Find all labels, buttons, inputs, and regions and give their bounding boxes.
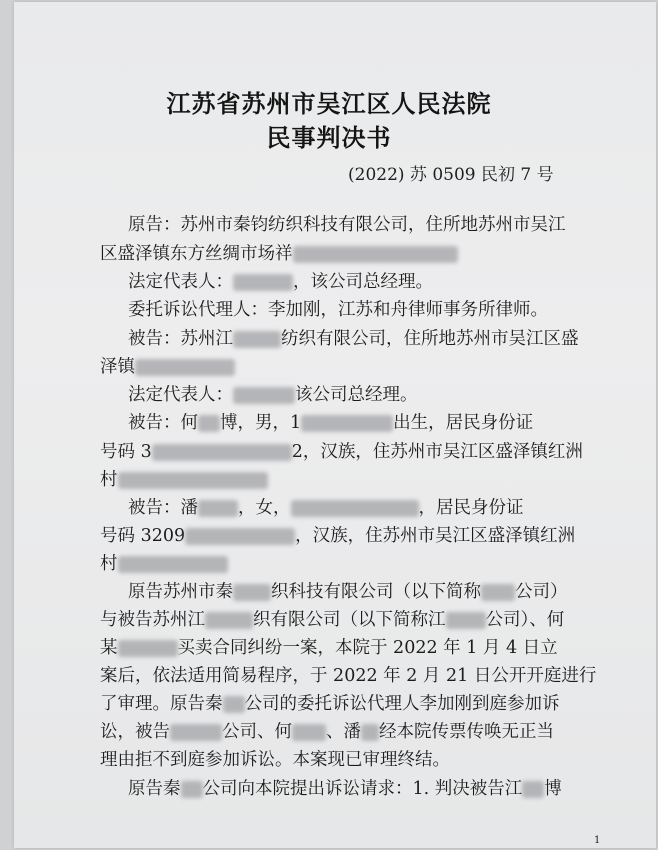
case-number: (2022) 苏 0509 民初 7 号 (348, 165, 554, 185)
text-line: 村 (100, 550, 228, 575)
text-line: 被告：潘 ，女， ，居民身份证 (128, 498, 524, 518)
text-line: 法定代表人： ，该公司总经理。 (128, 272, 433, 292)
redaction (446, 612, 486, 629)
text-line: 某 买卖合同纠纷一案，本院于 2022 年 1 月 4 日立 (100, 638, 558, 658)
redaction (185, 528, 295, 545)
text-line: 委托诉讼代理人：李加刚，江苏和舟律师事务所律师。 (128, 300, 548, 320)
document-type: 民事判决书 (266, 123, 392, 152)
redaction (233, 387, 295, 404)
redaction (198, 500, 238, 517)
redaction (118, 640, 178, 657)
redaction (292, 724, 326, 741)
redaction (233, 584, 271, 601)
court-name: 江苏省苏州市吴江区人民法院 (166, 89, 492, 118)
redaction (118, 556, 228, 573)
redaction (233, 331, 281, 348)
text-line: 与被告苏州江 织有限公司（以下简称江 公司）、何 (100, 610, 565, 630)
text-line: 村 (100, 466, 268, 491)
text-line: 案后，依法适用简易程序，于 2022 年 2 月 21 日公开开庭进行 (100, 666, 597, 686)
text-line: 了审理。原告秦 公司的委托诉讼代理人李加刚到庭参加诉 (100, 694, 560, 714)
text-line: 原告秦 公司向本院提出诉讼请求：1. 判决被告江 博 (128, 779, 562, 799)
redaction (522, 781, 544, 798)
redaction (301, 415, 393, 432)
text-line: 法定代表人： 该公司总经理。 (128, 385, 418, 405)
text-line: 被告：何 博，男，1 出生，居民身份证 (128, 413, 534, 433)
redaction (135, 359, 235, 376)
redaction (118, 472, 268, 489)
text-line: 被告：苏州江 纺织有限公司，住所地苏州市吴江区盛 (128, 329, 579, 349)
text-line: 区盛泽镇东方丝绸市场祥 (100, 240, 458, 265)
text-line: 理由拒不到庭参加诉讼。本案现已审理终结。 (100, 750, 450, 770)
redaction (291, 500, 419, 517)
redaction (198, 415, 220, 432)
text-line: 号码 3209 ，汉族，住苏州市吴江区盛泽镇红洲 (100, 526, 576, 546)
redaction (205, 612, 253, 629)
redaction (181, 781, 203, 798)
redaction (481, 584, 515, 601)
text-line: 原告：苏州市秦钧纺织科技有限公司，住所地苏州市吴江 (128, 215, 566, 235)
text-line: 号码 3 2，汉族，住苏州市吴江区盛泽镇红洲 (100, 442, 583, 462)
redaction (223, 696, 245, 713)
redaction (361, 724, 379, 741)
redaction (152, 444, 292, 461)
text-line: 泽镇 (100, 353, 235, 378)
page-number: 1 (594, 835, 601, 846)
redaction (233, 274, 293, 291)
text-line: 讼，被告 公司、何 、潘 经本院传票传唤无正当 (100, 722, 554, 742)
text-line: 原告苏州市秦 织科技有限公司（以下简称 公司） (128, 582, 568, 602)
redaction (170, 724, 222, 741)
redaction (293, 246, 458, 263)
